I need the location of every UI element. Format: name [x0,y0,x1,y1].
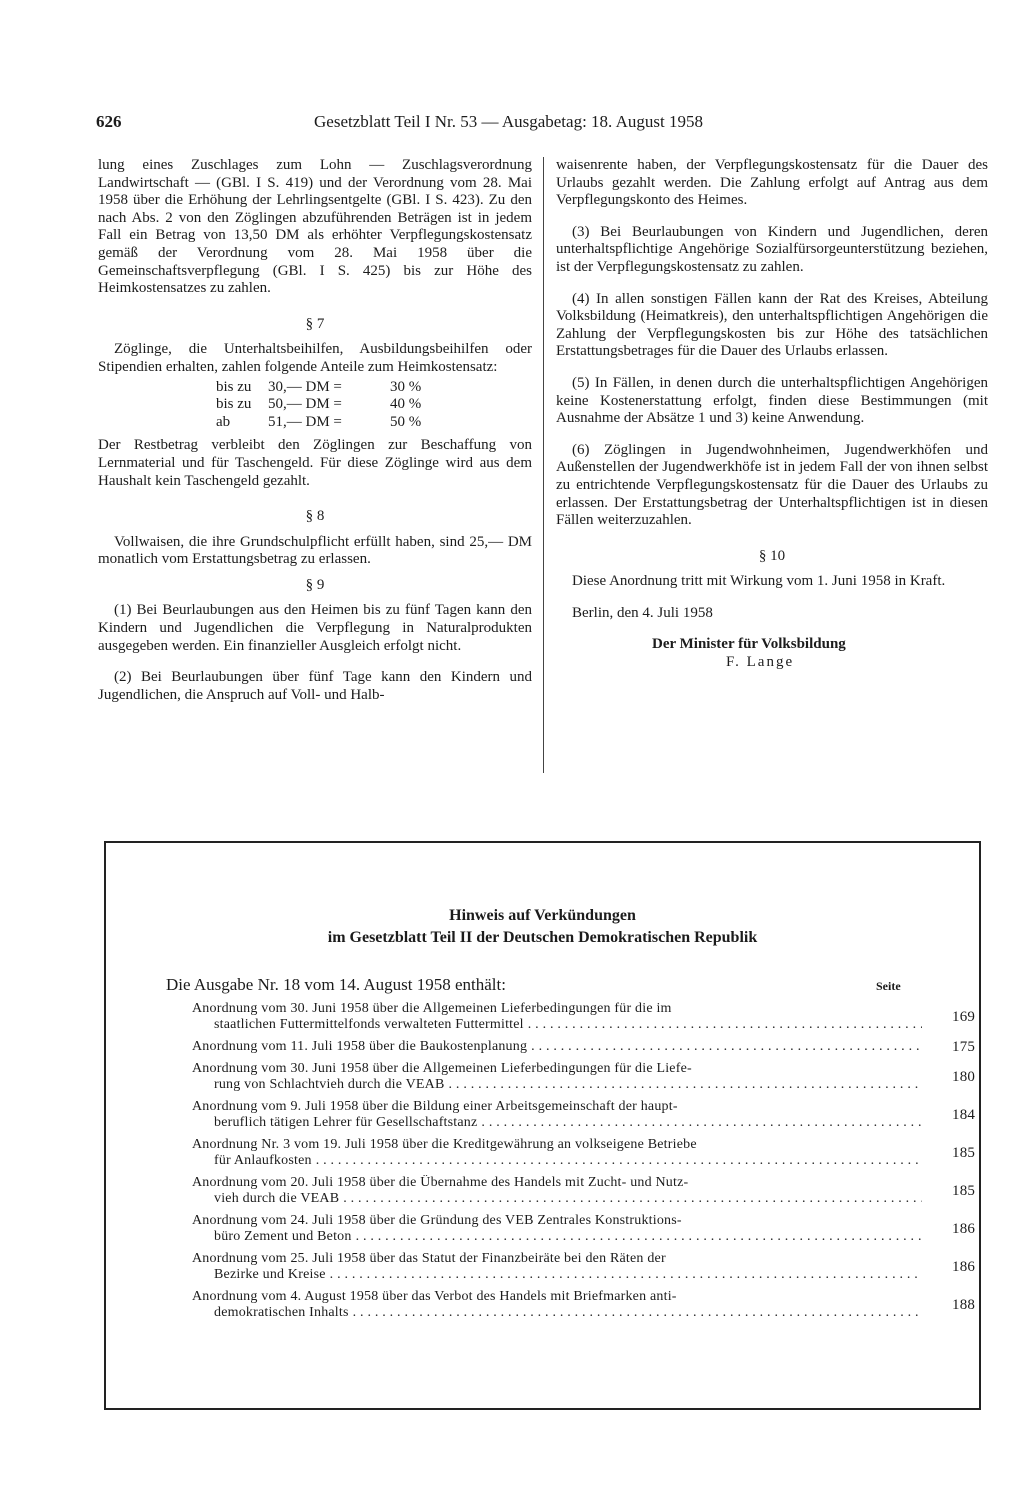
rate-qualifier: bis zu [216,396,252,413]
entry-text: Anordnung vom 24. Juli 1958 über die Gründung des VEB Zentrales Konstruktions- [192,1213,682,1228]
rate-percent: 50 % [390,413,422,430]
signer-name: F. Lange [726,654,795,671]
rate-row [216,379,532,397]
issue-line: Die Ausgabe Nr. 18 vom 14. August 1958 enthält: [166,975,506,994]
notice-box [104,841,981,1410]
dot-leader [528,1017,922,1033]
paragraph: (5) In Fällen, in denen durch die unterhaltspflichtigen Angehörigen keine Kostenerstattung erfolgt, finden diese Bestimmungen (mit Ausnahme der Absätze 1 und 3) keine Anwendung. [556,374,988,427]
signer-title: Der Minister für Volksbildung [652,636,846,653]
list-item [192,1251,976,1283]
rate-qualifier: bis zu [216,378,252,395]
entry-page: 184 [952,1107,976,1123]
section-heading-8: § 8 [305,508,325,525]
paragraph: waisenrente haben, der Verpflegungskostensatz für die Dauer des Urlaubs gezahlt werden. Die Zahlung erfolgt auf Antrag aus dem Verpflegungskonto des Heimes. [556,157,988,209]
paragraph: (3) Bei Beurlaubungen von Kindern und Jugendlichen, deren unterhaltspflichtige Angehörige Sozialfürsorgeunterstützung beziehen, ist der Verpflegungskostensatz zu zahlen. [556,223,988,275]
dot-leader [481,1115,922,1131]
entry-text-cont: Bezirke und Kreise [214,1267,326,1282]
entry-text-cont: für Anlaufkosten [214,1153,312,1168]
rate-amount: 51,— DM = [268,413,342,430]
dot-leader [353,1305,922,1321]
entry-page: 186 [952,1221,976,1237]
entry-text: Anordnung vom 4. August 1958 über das Verbot des Handels mit Briefmarken anti- [192,1289,677,1304]
page-column-label: Seite [876,979,901,993]
rate-amount: 30,— DM = [268,378,342,395]
running-title: Gesetzblatt Teil I Nr. 53 — Ausgabetag: 18. August 1958 [314,112,703,131]
place-date: Berlin, den 4. Juli 1958 [572,604,713,621]
entry-page: 186 [952,1259,976,1275]
entry-text-cont: büro Zement und Beton [214,1229,352,1244]
entry-page: 188 [952,1297,976,1313]
notice-title-line: im Gesetzblatt Teil II der Deutschen Demokratischen Republik [327,929,758,946]
section-heading-7: § 7 [305,315,325,332]
entry-text-cont: demokratischen Inhalts [214,1305,349,1320]
entry-page: 180 [952,1069,976,1085]
dot-leader [316,1153,922,1169]
section-heading-9: § 9 [305,576,325,593]
list-item [192,1213,976,1245]
list-item [192,1001,976,1033]
entry-text-cont: rung von Schlachtvieh durch die VEAB [214,1077,445,1092]
left-column [98,157,532,704]
rate-qualifier: ab [216,413,231,430]
dot-leader [356,1229,922,1245]
list-item [192,1137,976,1169]
column-divider [543,157,544,773]
list-item [192,1061,976,1093]
contents-list [192,1001,976,1327]
paragraph: Vollwaisen, die ihre Grundschulpflicht erfüllt haben, sind 25,— DM monatlich vom Erstattungsbetrag zu erlassen. [98,533,532,568]
paragraph: (4) In allen sonstigen Fällen kann der Rat des Kreises, Abteilung Volksbildung (Heimatkreis), den unterhaltspflichtigen Angehörigen die Zahlung der Verpflegungskosten bis zur Höhe des tatsächlichen Erstattungsbetrages für die Dauer des Urlaubs erlassen. [556,290,988,360]
paragraph: lung eines Zuschlages zum Lohn — Zuschlagsverordnung Landwirtschaft — (GBl. I S. 419) und der Verordnung vom 28. Mai 1958 über die Erhöhung der Lehrlingsentgelte (GBl. I S. 423). Zu den nach Abs. 2 von den Zöglingen abzuführenden Beträgen ist in jedem Fall ein Betrag von 13,50 DM als erhöhter Verpflegungskostensatz gemäß der Verordnung vom 28. Mai 1958 über die Gemeinschaftsverpflegung (GBl. I S. 425) bis zur Höhe des Heimkostensatzes zu zahlen. [98,157,532,297]
rate-percent: 30 % [390,378,422,395]
rate-row [216,414,532,432]
paragraph: Diese Anordnung tritt mit Wirkung vom 1. Juni 1958 in Kraft. [572,573,946,590]
entry-text: Anordnung vom 25. Juli 1958 über das Statut der Finanzbeiräte bei den Räten der [192,1251,666,1266]
entry-text: Anordnung vom 30. Juni 1958 über die Allgemeinen Lieferbedingungen für die Liefe- [192,1061,692,1076]
entry-text: Anordnung vom 9. Juli 1958 über die Bildung einer Arbeitsgemeinschaft der haupt- [192,1099,678,1114]
notice-title-line: Hinweis auf Verkündungen [449,907,636,924]
entry-page: 169 [952,1009,976,1025]
page-number: 626 [96,112,122,131]
dot-leader [449,1077,922,1093]
list-item [192,1099,976,1131]
dot-leader [531,1039,922,1055]
notice-title [106,905,979,949]
section-heading-10: § 10 [758,547,786,564]
entry-page: 175 [952,1039,976,1055]
list-item [192,1289,976,1321]
paragraph: (1) Bei Beurlaubungen aus den Heimen bis zu fünf Tagen kann den Kindern und Jugendlichen die Verpflegung in Naturalprodukten ausgegeben werden. Ein finanzieller Ausgleich erfolgt nicht. [98,602,532,654]
dot-leader [330,1267,922,1283]
entry-text-cont: beruflich tätigen Lehrer für Gesellschaftstanz [214,1115,478,1130]
entry-text: Anordnung vom 20. Juli 1958 über die Übernahme des Handels mit Zucht- und Nutz- [192,1175,689,1190]
rate-table [216,379,532,432]
right-column [556,157,988,672]
entry-text: Anordnung vom 11. Juli 1958 über die Baukostenplanung [192,1039,528,1054]
dot-leader [343,1191,922,1207]
paragraph: (2) Bei Beurlaubungen über fünf Tage kann den Kindern und Jugendlichen, die Anspruch auf Voll- und Halb- [98,669,532,703]
rate-row [216,396,532,414]
rate-amount: 50,— DM = [268,396,342,413]
entry-page: 185 [952,1145,976,1161]
paragraph: Der Restbetrag verbleibt den Zöglingen zur Beschaffung von Lernmaterial und für Taschengeld. Für diese Zöglinge wird aus dem Haushalt kein Taschengeld gezahlt. [98,437,532,489]
paragraph: Zöglinge, die Unterhaltsbeihilfen, Ausbildungsbeihilfen oder Stipendien erhalten, zahlen folgende Anteile zum Heimkostensatz: [98,341,532,375]
entry-text: Anordnung vom 30. Juni 1958 über die Allgemeinen Lieferbedingungen für die im [192,1001,672,1016]
paragraph: (6) Zöglingen in Jugendwohnheimen, Jugendwerkhöfen und Außenstellen der Jugendwerkhöfe ist in jedem Fall der von ihnen selbst zu entrichtende Verpflegungskostensatz für die Dauer des Urlaubs zu erlassen. Der Erstattungsbetrag der Unterhaltspflichtigen ist in diesen Fällen weiterzuzahlen. [556,441,988,529]
entry-page: 185 [952,1183,976,1199]
entry-text-cont: staatlichen Futtermittelfonds verwalteten Futtermittel [214,1017,524,1032]
rate-percent: 40 % [390,396,422,413]
entry-text-cont: vieh durch die VEAB [214,1191,340,1206]
list-item [192,1039,976,1055]
page-header [96,112,980,136]
entry-text: Anordnung Nr. 3 vom 19. Juli 1958 über die Kreditgewährung an volkseigene Betriebe [192,1137,697,1152]
list-item [192,1175,976,1207]
